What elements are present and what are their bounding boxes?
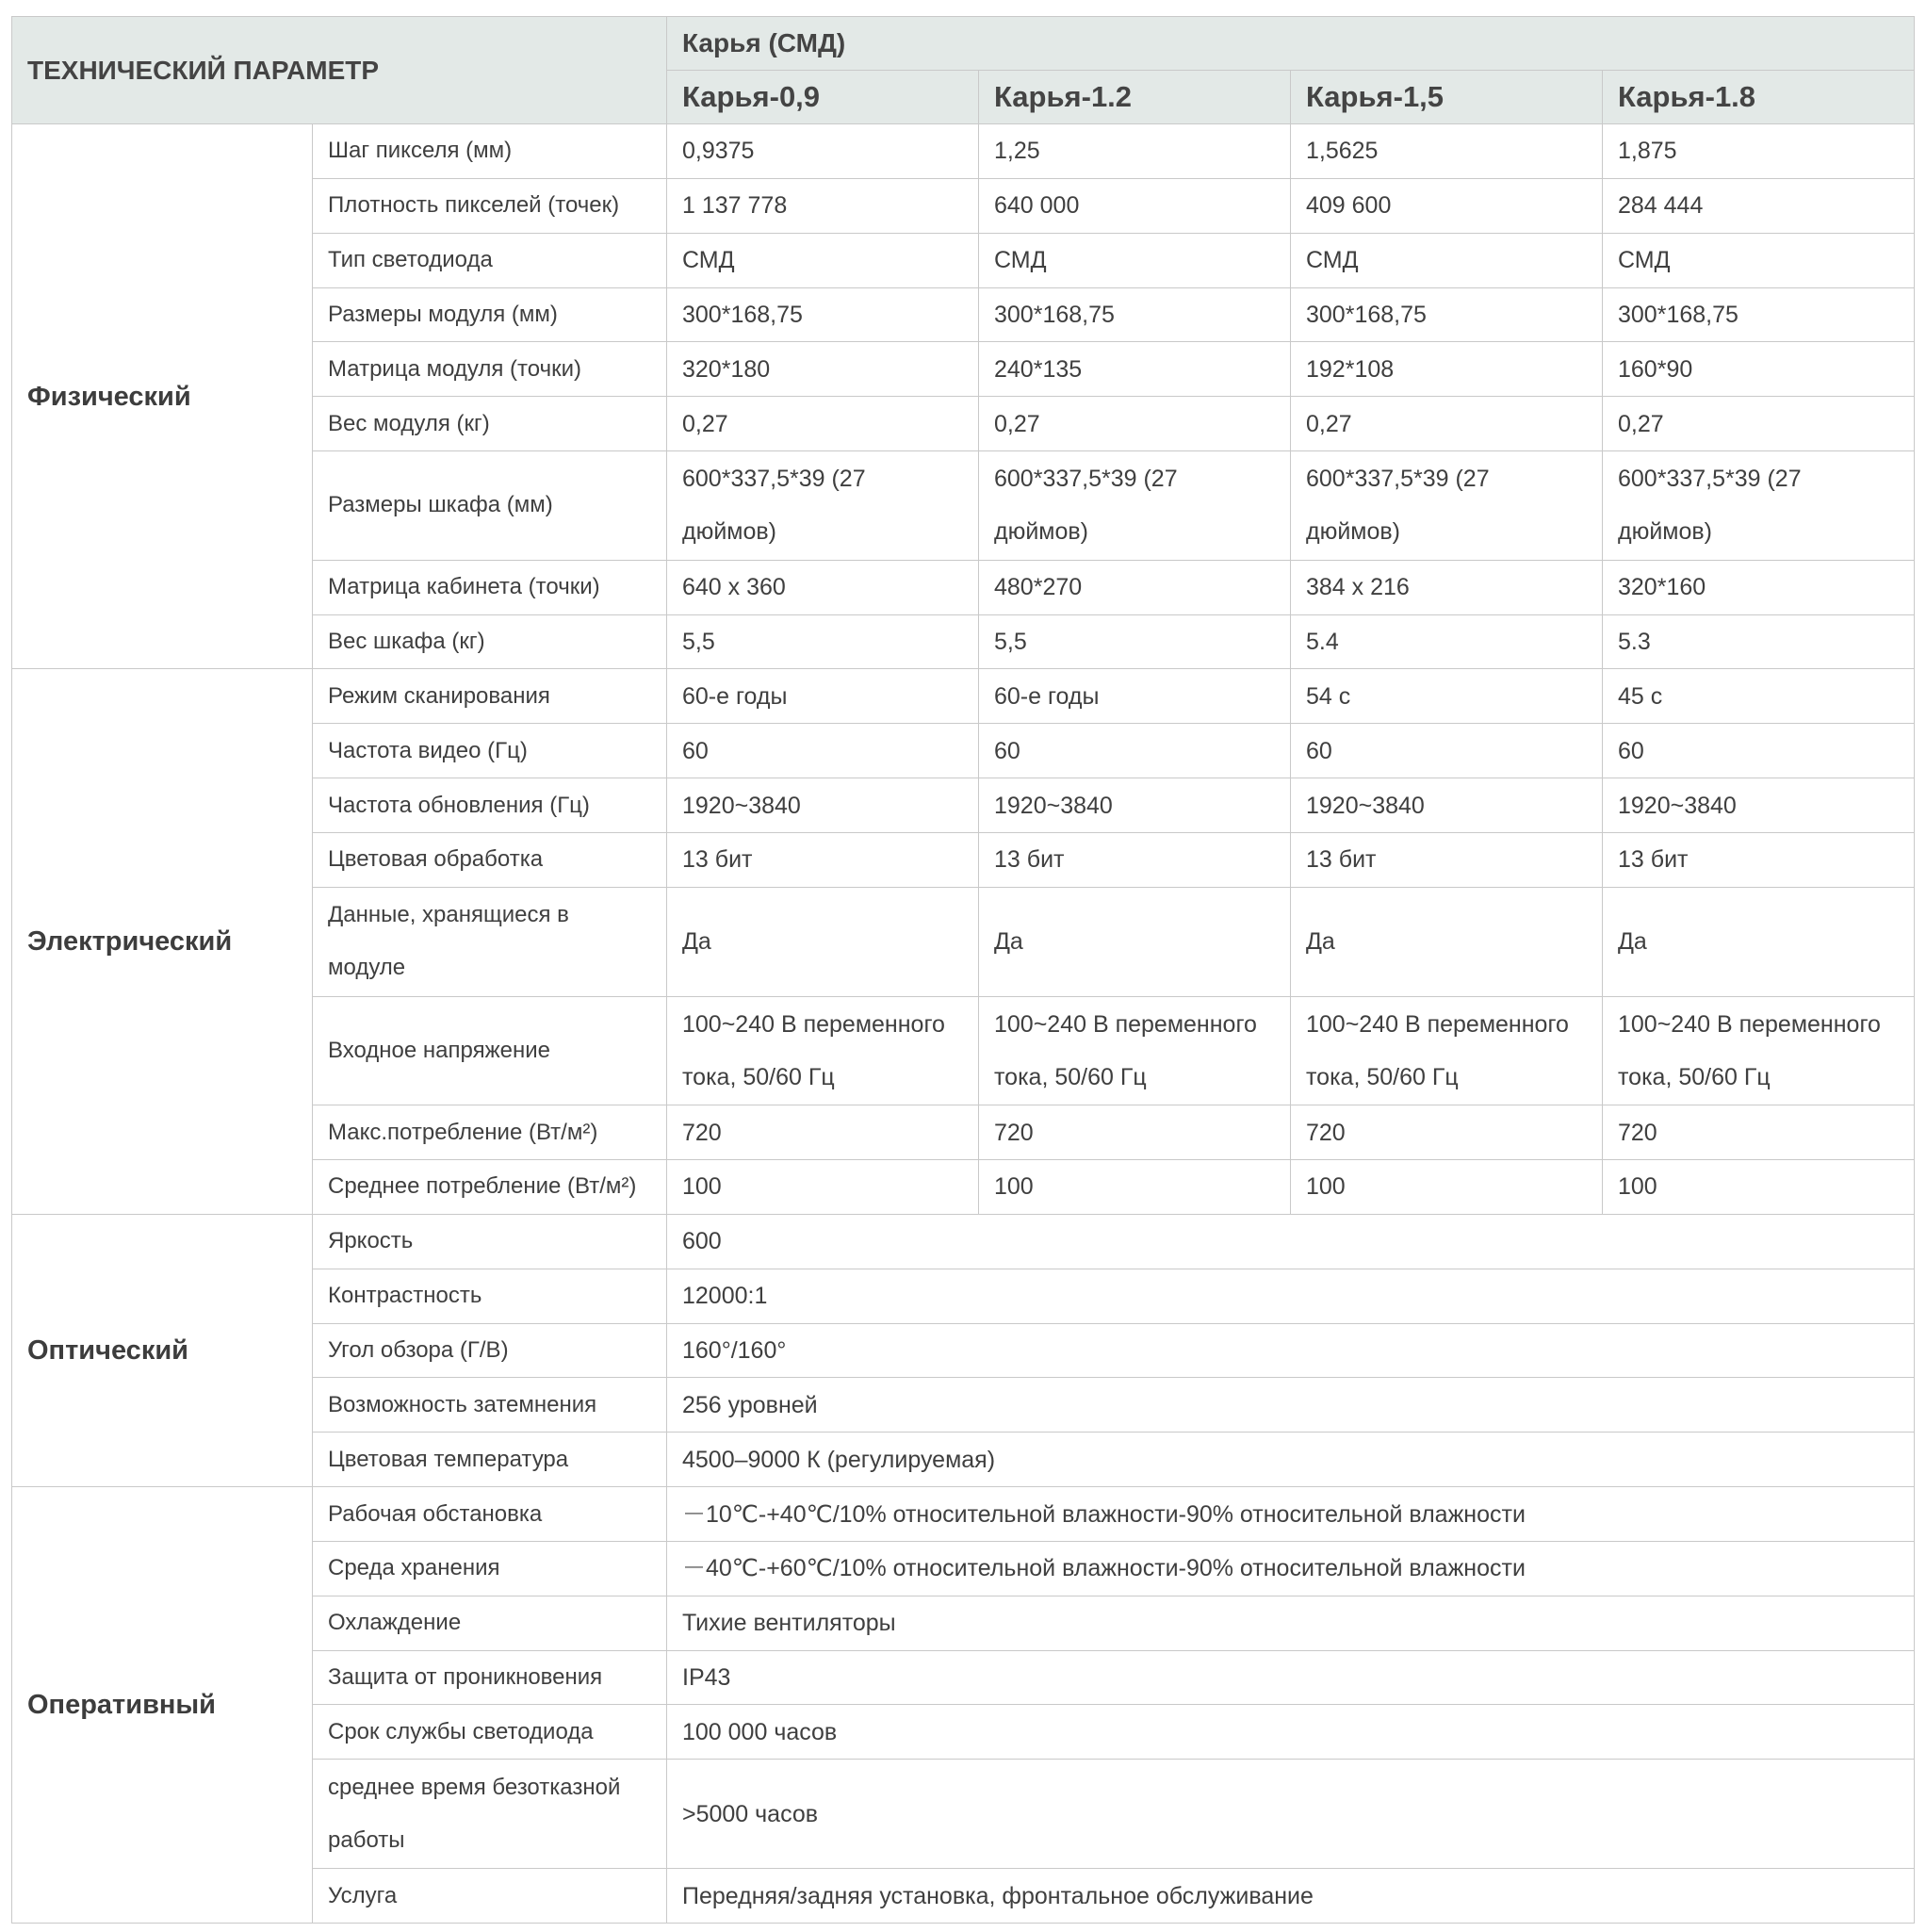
value-cell-model-3: 600*337,5*39 (27 дюймов) — [1603, 451, 1915, 561]
value-cell-model-2: 720 — [1291, 1105, 1603, 1160]
category-label: Электрический — [12, 669, 313, 1214]
value-cell-model-3: 320*160 — [1603, 560, 1915, 614]
table-row — [12, 124, 1915, 179]
value-cell-model-3: 1920~3840 — [1603, 778, 1915, 833]
value-cell-model-1: 1,25 — [979, 124, 1291, 179]
parameter-name: Данные, хранящиеся в модуле — [313, 887, 667, 996]
parameter-name: Макс.потребление (Вт/м²) — [313, 1105, 667, 1160]
value-cell-shared: >5000 часов — [667, 1760, 1915, 1869]
parameter-name: Плотность пикселей (точек) — [313, 178, 667, 233]
value-cell-model-2: 0,27 — [1291, 397, 1603, 451]
category-label: Оперативный — [12, 1487, 313, 1924]
value-cell-model-0: 0,9375 — [667, 124, 979, 179]
value-cell-model-1: 240*135 — [979, 342, 1291, 397]
value-cell-model-2: 1920~3840 — [1291, 778, 1603, 833]
value-cell-model-1: 480*270 — [979, 560, 1291, 614]
parameter-name: Тип светодиода — [313, 233, 667, 287]
parameter-name: Частота обновления (Гц) — [313, 778, 667, 833]
value-cell-model-3: 45 с — [1603, 669, 1915, 724]
value-cell-shared: 256 уровней — [667, 1378, 1915, 1433]
value-cell-model-0: 600*337,5*39 (27 дюймов) — [667, 451, 979, 561]
value-cell-shared: 4500–9000 К (регулируемая) — [667, 1433, 1915, 1487]
table-header — [12, 17, 1915, 124]
value-cell-model-1: СМД — [979, 233, 1291, 287]
parameter-name: Срок службы светодиода — [313, 1705, 667, 1760]
value-cell-model-2: 409 600 — [1291, 178, 1603, 233]
value-cell-model-0: 5,5 — [667, 614, 979, 669]
parameter-name: Угол обзора (Г/В) — [313, 1323, 667, 1378]
value-cell-model-3: 13 бит — [1603, 832, 1915, 887]
value-cell-model-1: 100 — [979, 1160, 1291, 1215]
value-cell-model-0: 60 — [667, 724, 979, 778]
value-cell-model-1: 5,5 — [979, 614, 1291, 669]
value-cell-shared: 100 000 часов — [667, 1705, 1915, 1760]
header-model-3: Карья-1.8 — [1603, 71, 1915, 124]
parameter-name: Цветовая обработка — [313, 832, 667, 887]
value-cell-model-1: 13 бит — [979, 832, 1291, 887]
value-cell-shared: 12000:1 — [667, 1269, 1915, 1323]
header-model-1: Карья-1.2 — [979, 71, 1291, 124]
table-row — [12, 1214, 1915, 1269]
value-cell-model-1: 600*337,5*39 (27 дюймов) — [979, 451, 1291, 561]
value-cell-model-0: 100 — [667, 1160, 979, 1215]
value-cell-model-0: СМД — [667, 233, 979, 287]
value-cell-model-2: 100 — [1291, 1160, 1603, 1215]
parameter-name: Режим сканирования — [313, 669, 667, 724]
parameter-name: Яркость — [313, 1214, 667, 1269]
value-cell-model-3: 5.3 — [1603, 614, 1915, 669]
value-cell-model-3: 1,875 — [1603, 124, 1915, 179]
value-cell-model-3: 284 444 — [1603, 178, 1915, 233]
value-cell-shared: －10℃-+40℃/10% относительной влажности-90% относительной влажности — [667, 1487, 1915, 1542]
header-model-2: Карья-1,5 — [1291, 71, 1603, 124]
value-cell-model-0: 720 — [667, 1105, 979, 1160]
value-cell-model-3: СМД — [1603, 233, 1915, 287]
value-cell-model-0: Да — [667, 887, 979, 996]
value-cell-model-2: 384 x 216 — [1291, 560, 1603, 614]
parameter-name: Размеры модуля (мм) — [313, 287, 667, 342]
value-cell-model-2: СМД — [1291, 233, 1603, 287]
parameter-name: Среднее потребление (Вт/м²) — [313, 1160, 667, 1215]
parameter-name: Шаг пикселя (мм) — [313, 124, 667, 179]
value-cell-model-1: 1920~3840 — [979, 778, 1291, 833]
value-cell-model-1: 60 — [979, 724, 1291, 778]
category-label: Оптический — [12, 1214, 313, 1486]
parameter-name: Размеры шкафа (мм) — [313, 451, 667, 561]
value-cell-model-2: 5.4 — [1291, 614, 1603, 669]
value-cell-model-3: 100~240 В переменного тока, 50/60 Гц — [1603, 996, 1915, 1105]
category-label: Физический — [12, 124, 313, 669]
value-cell-model-2: 600*337,5*39 (27 дюймов) — [1291, 451, 1603, 561]
value-cell-model-2: 13 бит — [1291, 832, 1603, 887]
value-cell-model-3: 300*168,75 — [1603, 287, 1915, 342]
parameter-name: Рабочая обстановка — [313, 1487, 667, 1542]
value-cell-model-1: 100~240 В переменного тока, 50/60 Гц — [979, 996, 1291, 1105]
value-cell-model-0: 60-е годы — [667, 669, 979, 724]
value-cell-model-3: 720 — [1603, 1105, 1915, 1160]
value-cell-model-0: 320*180 — [667, 342, 979, 397]
value-cell-model-0: 0,27 — [667, 397, 979, 451]
value-cell-model-0: 300*168,75 — [667, 287, 979, 342]
parameter-name: Входное напряжение — [313, 996, 667, 1105]
value-cell-model-1: 0,27 — [979, 397, 1291, 451]
table-row — [12, 669, 1915, 724]
value-cell-model-3: 60 — [1603, 724, 1915, 778]
value-cell-model-0: 1 137 778 — [667, 178, 979, 233]
value-cell-model-2: 54 с — [1291, 669, 1603, 724]
header-model-0: Карья-0,9 — [667, 71, 979, 124]
value-cell-model-0: 1920~3840 — [667, 778, 979, 833]
value-cell-model-3: 160*90 — [1603, 342, 1915, 397]
value-cell-shared: Тихие вентиляторы — [667, 1596, 1915, 1650]
value-cell-shared: 160°/160° — [667, 1323, 1915, 1378]
value-cell-model-1: 640 000 — [979, 178, 1291, 233]
value-cell-model-2: 60 — [1291, 724, 1603, 778]
parameter-name: Защита от проникновения — [313, 1650, 667, 1705]
header-group-title: Карья (СМД) — [667, 17, 1915, 71]
value-cell-model-3: 100 — [1603, 1160, 1915, 1215]
value-cell-model-3: Да — [1603, 887, 1915, 996]
value-cell-model-0: 100~240 В переменного тока, 50/60 Гц — [667, 996, 979, 1105]
parameter-name: Цветовая температура — [313, 1433, 667, 1487]
value-cell-model-2: 300*168,75 — [1291, 287, 1603, 342]
value-cell-model-0: 13 бит — [667, 832, 979, 887]
parameter-name: Матрица кабинета (точки) — [313, 560, 667, 614]
value-cell-model-2: 192*108 — [1291, 342, 1603, 397]
value-cell-shared: 600 — [667, 1214, 1915, 1269]
parameter-name: Вес модуля (кг) — [313, 397, 667, 451]
parameter-name: Услуга — [313, 1869, 667, 1924]
value-cell-model-1: 300*168,75 — [979, 287, 1291, 342]
value-cell-model-2: 100~240 В переменного тока, 50/60 Гц — [1291, 996, 1603, 1105]
header-main-title: ТЕХНИЧЕСКИЙ ПАРАМЕТР — [12, 17, 667, 124]
value-cell-model-2: 1,5625 — [1291, 124, 1603, 179]
value-cell-model-1: Да — [979, 887, 1291, 996]
value-cell-model-3: 0,27 — [1603, 397, 1915, 451]
table-row — [12, 1487, 1915, 1542]
value-cell-model-2: Да — [1291, 887, 1603, 996]
table-body — [12, 124, 1915, 1924]
parameter-name: Среда хранения — [313, 1541, 667, 1596]
value-cell-model-1: 720 — [979, 1105, 1291, 1160]
parameter-name: Частота видео (Гц) — [313, 724, 667, 778]
value-cell-model-0: 640 x 360 — [667, 560, 979, 614]
spec-table — [11, 16, 1915, 1924]
value-cell-model-1: 60-е годы — [979, 669, 1291, 724]
parameter-name: Матрица модуля (точки) — [313, 342, 667, 397]
parameter-name: среднее время безотказной работы — [313, 1760, 667, 1869]
parameter-name: Возможность затемнения — [313, 1378, 667, 1433]
parameter-name: Вес шкафа (кг) — [313, 614, 667, 669]
value-cell-shared: IP43 — [667, 1650, 1915, 1705]
parameter-name: Контрастность — [313, 1269, 667, 1323]
value-cell-shared: －40℃-+60℃/10% относительной влажности-90% относительной влажности — [667, 1541, 1915, 1596]
parameter-name: Охлаждение — [313, 1596, 667, 1650]
value-cell-shared: Передняя/задняя установка, фронтальное обслуживание — [667, 1869, 1915, 1924]
